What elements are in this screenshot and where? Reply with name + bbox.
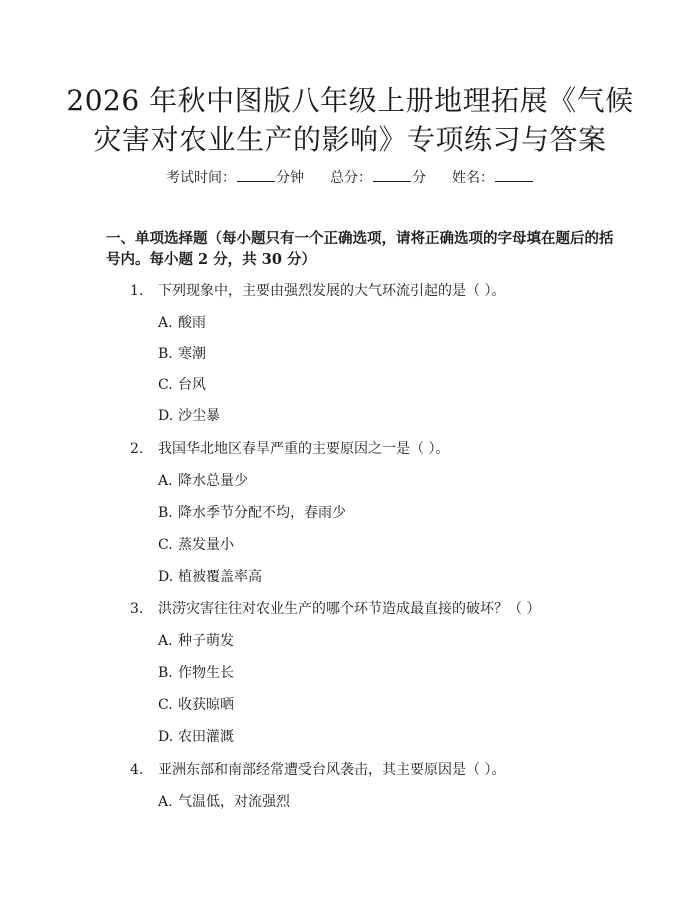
option-2-b bbox=[158, 502, 346, 524]
question-text: 下列现象中，主要由强烈发展的大气环流引起的是（ ）。 bbox=[158, 283, 506, 299]
option-text: 蒸发量小 bbox=[178, 537, 234, 553]
option-text: 农田灌溉 bbox=[178, 729, 234, 745]
option-3-b bbox=[158, 662, 234, 684]
option-1-d bbox=[158, 405, 220, 427]
time-unit: 分钟 bbox=[276, 170, 304, 186]
option-text: 降水季节分配不均，春雨少 bbox=[178, 505, 346, 521]
option-3-c bbox=[158, 694, 234, 716]
question-number: 3. bbox=[130, 601, 144, 617]
question-4 bbox=[130, 759, 505, 781]
option-letter: C. bbox=[158, 537, 173, 553]
question-number: 4. bbox=[130, 762, 144, 778]
option-text: 寒潮 bbox=[178, 346, 206, 362]
option-letter: B. bbox=[158, 665, 173, 681]
option-text: 植被覆盖率高 bbox=[178, 569, 262, 585]
option-text: 台风 bbox=[178, 377, 206, 393]
option-text: 沙尘暴 bbox=[178, 408, 220, 424]
option-2-d bbox=[158, 566, 262, 588]
document-title-line-2: 灾害对农业生产的影响》专项练习与答案 bbox=[93, 123, 607, 156]
name-label: 姓名： bbox=[452, 170, 494, 186]
question-text: 亚洲东部和南部经常遭受台风袭击，其主要原因是（ ）。 bbox=[158, 762, 506, 778]
option-letter: C. bbox=[158, 377, 173, 393]
option-letter: A. bbox=[158, 315, 173, 331]
question-3 bbox=[130, 598, 540, 620]
score-label: 总分： bbox=[330, 170, 372, 186]
option-3-a bbox=[158, 630, 234, 652]
option-2-c bbox=[158, 534, 234, 556]
question-1 bbox=[130, 280, 505, 302]
option-text: 种子萌发 bbox=[178, 633, 234, 649]
option-text: 气温低，对流强烈 bbox=[178, 794, 290, 810]
option-1-c bbox=[158, 374, 206, 396]
time-blank bbox=[237, 169, 275, 182]
question-2 bbox=[130, 438, 449, 460]
option-letter: A. bbox=[158, 633, 173, 649]
question-number: 2. bbox=[130, 441, 144, 457]
option-letter: B. bbox=[158, 346, 173, 362]
question-text: 我国华北地区春旱严重的主要原因之一是（ ）。 bbox=[158, 441, 450, 457]
time-label: 考试时间： bbox=[166, 170, 236, 186]
option-letter: A. bbox=[158, 794, 173, 810]
score-unit: 分 bbox=[412, 170, 426, 186]
document-title-line-1: 2026 年秋中图版八年级上册地理拓展《气候 bbox=[66, 84, 634, 117]
option-4-a bbox=[158, 791, 290, 813]
option-text: 收获晾晒 bbox=[178, 697, 234, 713]
option-letter: D. bbox=[158, 408, 174, 424]
option-3-d bbox=[158, 726, 234, 748]
option-letter: A. bbox=[158, 473, 173, 489]
option-letter: D. bbox=[158, 569, 174, 585]
option-1-a bbox=[158, 312, 206, 334]
option-text: 降水总量少 bbox=[178, 473, 248, 489]
option-text: 酸雨 bbox=[178, 315, 206, 331]
score-blank bbox=[373, 169, 411, 182]
option-letter: D. bbox=[158, 729, 174, 745]
option-letter: C. bbox=[158, 697, 173, 713]
option-letter: B. bbox=[158, 505, 173, 521]
name-blank bbox=[495, 169, 533, 182]
option-1-b bbox=[158, 343, 206, 365]
question-text: 洪涝灾害往往对农业生产的哪个环节造成最直接的破坏？（ ） bbox=[158, 601, 541, 617]
option-text: 作物生长 bbox=[178, 665, 234, 681]
option-2-a bbox=[158, 470, 248, 492]
question-number: 1. bbox=[130, 283, 144, 299]
exam-info-line bbox=[0, 167, 700, 189]
section-heading-line-2: 号内。每小题 2 分，共 30 分） bbox=[106, 251, 316, 268]
section-heading-line-1: 一、单项选择题（每小题只有一个正确选项，请将正确选项的字母填在题后的括 bbox=[106, 230, 614, 247]
